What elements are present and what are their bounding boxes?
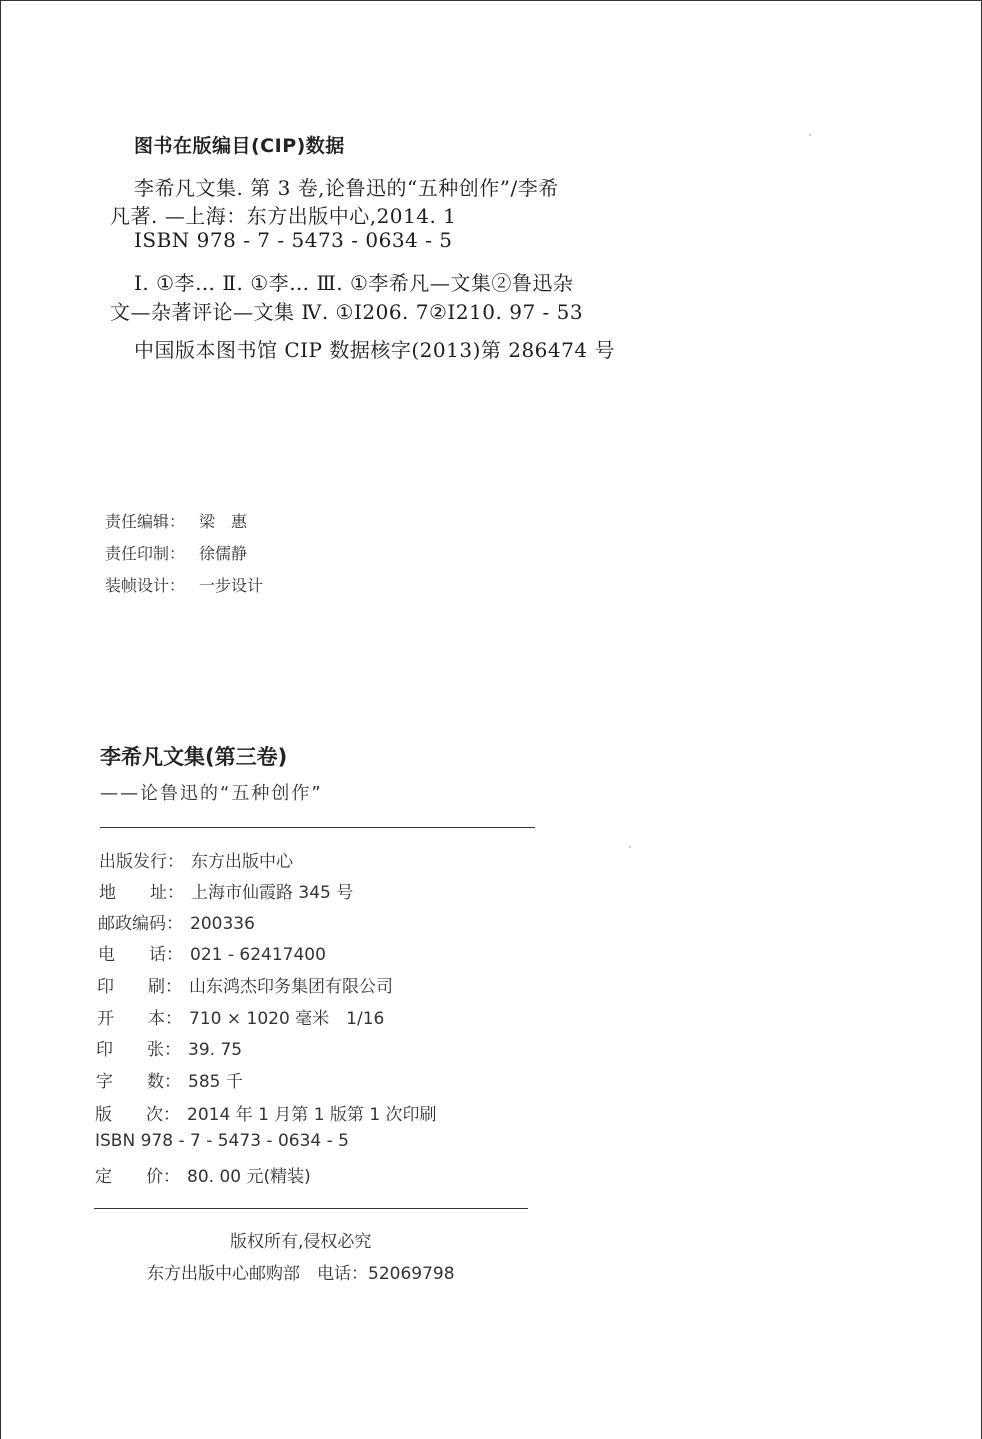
cip-line-title: 李希凡文集. 第 3 卷,论鲁迅的“五种创作”/李希 [134, 176, 559, 200]
imprint-label: 字 数： [96, 1072, 181, 1092]
staff-value: 徐儒静 [199, 544, 248, 563]
imprint-row [96, 1067, 243, 1092]
divider [94, 1208, 528, 1209]
imprint-value: 710 × 1020 毫米 1/16 [189, 1009, 385, 1029]
imprint-label: 印 刷： [97, 977, 182, 997]
staff-value: 梁 惠 [199, 512, 248, 531]
paper-speck [629, 846, 631, 848]
imprint-value: 200336 [190, 914, 255, 934]
staff-label: 责任印制： [105, 544, 186, 563]
cip-heading: 图书在版编目(CIP)数据 [134, 135, 345, 157]
staff-design [105, 573, 263, 596]
staff-printing [105, 541, 247, 564]
imprint-value: 2014 年 1 月第 1 版第 1 次印刷 [187, 1105, 437, 1125]
imprint-value: 山东鸿杰印务集团有限公司 [189, 977, 393, 997]
book-title: 李希凡文集(第三卷) [100, 745, 288, 769]
imprint-row [95, 1131, 349, 1151]
cip-line-publisher: 凡著. —上海：东方出版中心,2014. 1 [110, 204, 457, 228]
imprint-row [99, 878, 353, 903]
imprint-label: 定 价： [95, 1167, 180, 1187]
staff-label: 装帧设计： [105, 576, 186, 595]
imprint-row [97, 1004, 384, 1029]
paper-speck [809, 134, 811, 136]
staff-label: 责任编辑： [105, 512, 186, 531]
imprint-row [95, 1100, 437, 1125]
imprint-row [99, 847, 293, 872]
staff-value: 一步设计 [199, 576, 264, 595]
imprint-label: 出版发行： [99, 852, 184, 872]
imprint-value: 上海市仙霞路 345 号 [191, 883, 354, 903]
imprint-row [97, 972, 393, 997]
cip-line-subjects: Ⅰ. ①李… Ⅱ. ①李… Ⅲ. ①李希凡—文集②鲁迅杂 [134, 271, 574, 295]
imprint-value: 978 - 7 - 5473 - 0634 - 5 [140, 1131, 349, 1151]
imprint-row [95, 1162, 311, 1187]
imprint-value: 东方出版中心 [191, 852, 293, 872]
imprint-value: 021 - 62417400 [190, 945, 326, 965]
imprint-value: 585 千 [188, 1072, 243, 1092]
imprint-label: 开 本： [97, 1009, 182, 1029]
imprint-label: 地 址： [99, 883, 184, 903]
imprint-row [98, 940, 326, 965]
cip-line-classification: 文—杂著评论—文集 Ⅳ. ①I206. 7②I210. 97 - 53 [110, 300, 584, 324]
imprint-value: 39. 75 [188, 1040, 243, 1060]
imprint-row [98, 909, 255, 934]
imprint-row [96, 1035, 242, 1060]
staff-editor [105, 509, 247, 532]
imprint-label: 邮政编码： [98, 914, 183, 934]
imprint-label: ISBN [95, 1131, 136, 1151]
imprint-label: 印 张： [96, 1040, 181, 1060]
divider [100, 827, 535, 828]
cip-line-record-number: 中国版本图书馆 CIP 数据核字(2013)第 286474 号 [134, 338, 615, 362]
mail-order-contact: 东方出版中心邮购部 电话：52069798 [147, 1264, 455, 1284]
rights-notice: 版权所有,侵权必究 [230, 1232, 372, 1252]
imprint-label: 电 话： [98, 945, 183, 965]
cip-line-isbn: ISBN 978 - 7 - 5473 - 0634 - 5 [134, 228, 453, 252]
book-subtitle: ——论鲁迅的“五种创作” [100, 783, 323, 804]
imprint-label: 版 次： [95, 1105, 180, 1125]
imprint-value: 80. 00 元(精装) [187, 1167, 311, 1187]
